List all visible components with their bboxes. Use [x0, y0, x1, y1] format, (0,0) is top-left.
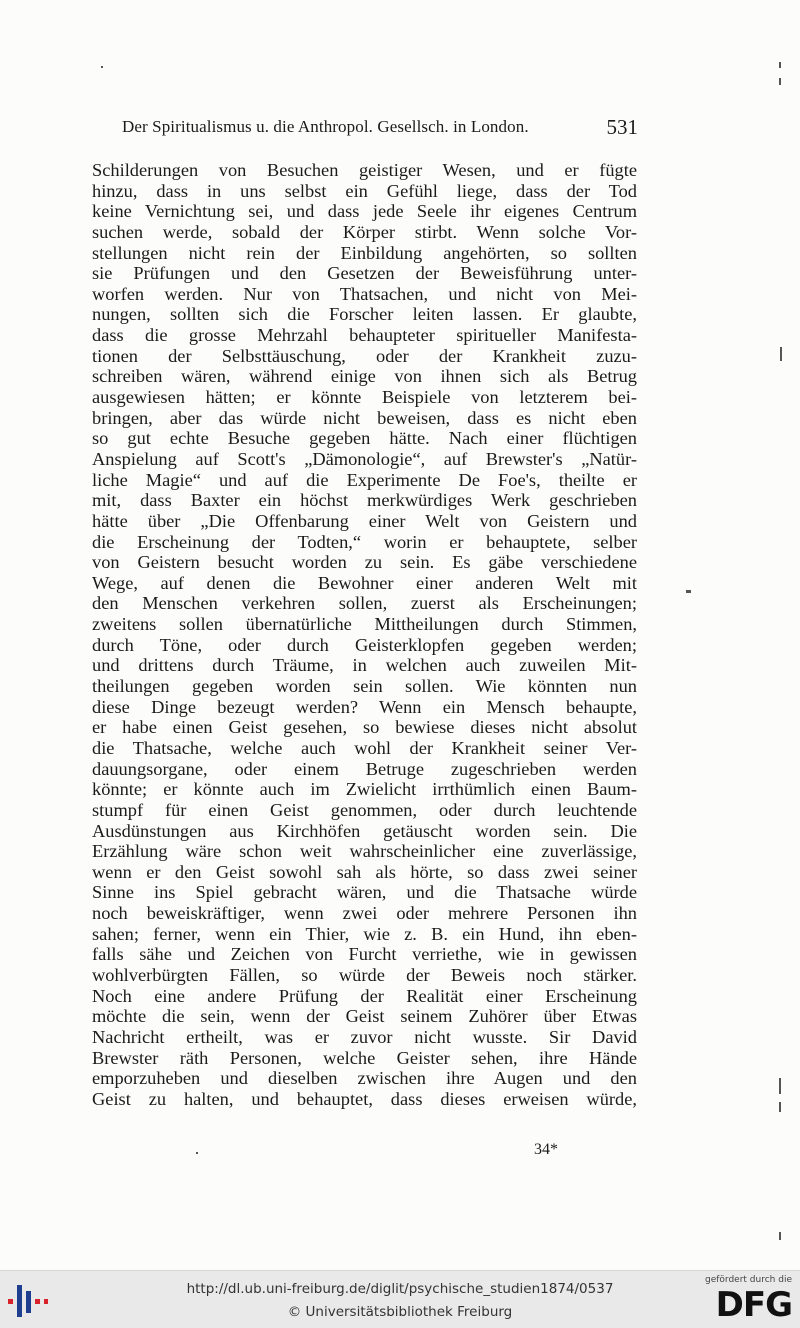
dfg-logo — [702, 1275, 792, 1325]
text-line: Geist zu halten, und behauptet, dass dieses erweisen würde, — [92, 1088, 637, 1109]
permalink-url[interactable]: http://dl.ub.uni-freiburg.de/diglit/psychische_studien1874/0537 — [186, 1281, 614, 1297]
text-line: dauungsorgane, oder einem Betruge zugeschrieben werden — [92, 758, 637, 779]
text-line: den Menschen verkehren sollen, zuerst als Erscheinungen; — [92, 593, 637, 614]
text-line: sahen; ferner, wenn ein Thier, wie z. B. ein Hund, ihn eben- — [92, 923, 637, 944]
text-line: er habe einen Geist gesehen, so bewiese dieses nicht absolut — [92, 717, 637, 738]
text-line: worfen werden. Nur von Thatsachen, und nicht von Mei- — [92, 283, 637, 304]
text-line: Anspielung auf Scott's „Dämonologie“, auf Brewster's „Natür- — [92, 448, 637, 469]
text-line: sie Prüfungen und den Gesetzen der Beweisführung unter- — [92, 263, 637, 284]
text-line: Ausdünstungen aus Kirchhöfen getäuscht worden sein. Die — [92, 820, 637, 841]
text-line: noch beweiskräftiger, wenn zwei oder mehrere Personen ihn — [92, 903, 637, 924]
copyright-notice: © Universitätsbibliothek Freiburg — [287, 1304, 513, 1320]
text-line: liche Magie“ und auf die Experimente De Foe's, theilte er — [92, 469, 637, 490]
text-line: durch Töne, oder durch Geisterklopfen gegeben werden; — [92, 634, 637, 655]
text-line: schreiben wären, während einige von ihnen sich als Betrug — [92, 366, 637, 387]
margin-speck — [779, 1102, 781, 1112]
margin-speck — [780, 347, 782, 361]
text-line: könnte; er könnte auch im Zwielicht irrthümlich einen Baum- — [92, 779, 637, 800]
margin-speck — [779, 1078, 781, 1094]
text-line: wohlverbürgten Fällen, so würde der Beweis noch stärker. — [92, 964, 637, 985]
text-line: falls sähe und Zeichen von Furcht verriethe, wie in gewissen — [92, 944, 637, 965]
text-line: stellungen nicht rein der Einbildung angehörten, so sollten — [92, 242, 637, 263]
margin-speck — [686, 590, 691, 593]
text-line: Noch eine andere Prüfung der Realität einer Erscheinung — [92, 985, 637, 1006]
text-line: Brewster räth Personen, welche Geister sehen, ihre Hände — [92, 1047, 637, 1068]
dfg-tagline: gefördert durch die — [705, 1275, 792, 1285]
text-line: nungen, sollten sich die Forscher leiten lassen. Er glaubte, — [92, 304, 637, 325]
body-text — [92, 160, 637, 1109]
text-line: zweitens sollen übernatürliche Mittheilungen durch Stimmen, — [92, 614, 637, 635]
text-line: bringen, aber das würde nicht beweisen, dass es nicht eben — [92, 407, 637, 428]
text-line: Wege, auf denen die Bewohner einer anderen Welt mit — [92, 572, 637, 593]
text-line: Sinne ins Spiel gebracht wären, und die Thatsache würde — [92, 882, 637, 903]
text-line: möchte die sein, wenn der Geist seinem Zuhörer über Etwas — [92, 1006, 637, 1027]
text-line: Nachricht ertheilt, was er zuvor nicht wusste. Sir David — [92, 1026, 637, 1047]
text-line: ausgewiesen hätten; er könnte Beispiele von letzterem bei- — [92, 387, 637, 408]
text-line: stumpf für einen Geist genommen, oder durch leuchtende — [92, 799, 637, 820]
text-line: tionen der Selbsttäuschung, oder der Krankheit zuzu- — [92, 345, 637, 366]
text-line: die Erscheinung der Todten,“ worin er behauptete, selber — [92, 531, 637, 552]
text-line: und drittens durch Träume, in welchen auch zuweilen Mit- — [92, 655, 637, 676]
running-head-title: Der Spiritualismus u. die Anthropol. Gesellsch. in London. — [122, 117, 529, 136]
text-line: emporzuheben und dieselben zwischen ihre Augen und den — [92, 1068, 637, 1089]
text-line: dass die grosse Mehrzahl behaupteter spiritueller Manifesta- — [92, 325, 637, 346]
text-line: wenn er den Geist sowohl sah als hörte, so dass zwei seiner — [92, 861, 637, 882]
margin-speck — [779, 62, 781, 68]
text-line: diese Dinge bezeugt werden? Wenn ein Mensch behaupte, — [92, 696, 637, 717]
margin-speck — [101, 66, 103, 68]
text-line: hinzu, dass in uns selbst ein Gefühl liege, dass der Tod — [92, 180, 637, 201]
viewer-footer — [0, 1270, 800, 1328]
page-number: 531 — [606, 115, 638, 139]
margin-speck — [196, 1152, 198, 1154]
text-line: suchen werde, sobald der Körper stirbt. Wenn solche Vor- — [92, 221, 637, 242]
dfg-wordmark: DFG — [715, 1285, 792, 1325]
text-line: so gut echte Besuche gegeben hätte. Nach einer flüchtigen — [92, 428, 637, 449]
text-line: die Thatsache, welche auch wohl der Krankheit seiner Ver- — [92, 737, 637, 758]
text-line: hätte über „Die Offenbarung einer Welt von Geistern und — [92, 510, 637, 531]
signature-mark: 34* — [534, 1141, 558, 1158]
running-head — [122, 117, 642, 141]
text-line: theilungen gegeben worden sein sollen. Wie könnten nun — [92, 676, 637, 697]
margin-speck — [779, 1232, 781, 1240]
text-line: keine Vernichtung sei, und dass jede Seele ihr eigenes Centrum — [92, 201, 637, 222]
text-line: mit, dass Baxter ein höchst merkwürdiges Werk geschrieben — [92, 490, 637, 511]
text-line: Schilderungen von Besuchen geistiger Wesen, und er fügte — [92, 160, 637, 180]
text-line: Erzählung wäre schon weit wahrscheinlicher eine zuverlässige, — [92, 841, 637, 862]
margin-speck — [779, 78, 781, 85]
text-line: von Geistern besucht worden zu sein. Es gäbe verschiedene — [92, 552, 637, 573]
